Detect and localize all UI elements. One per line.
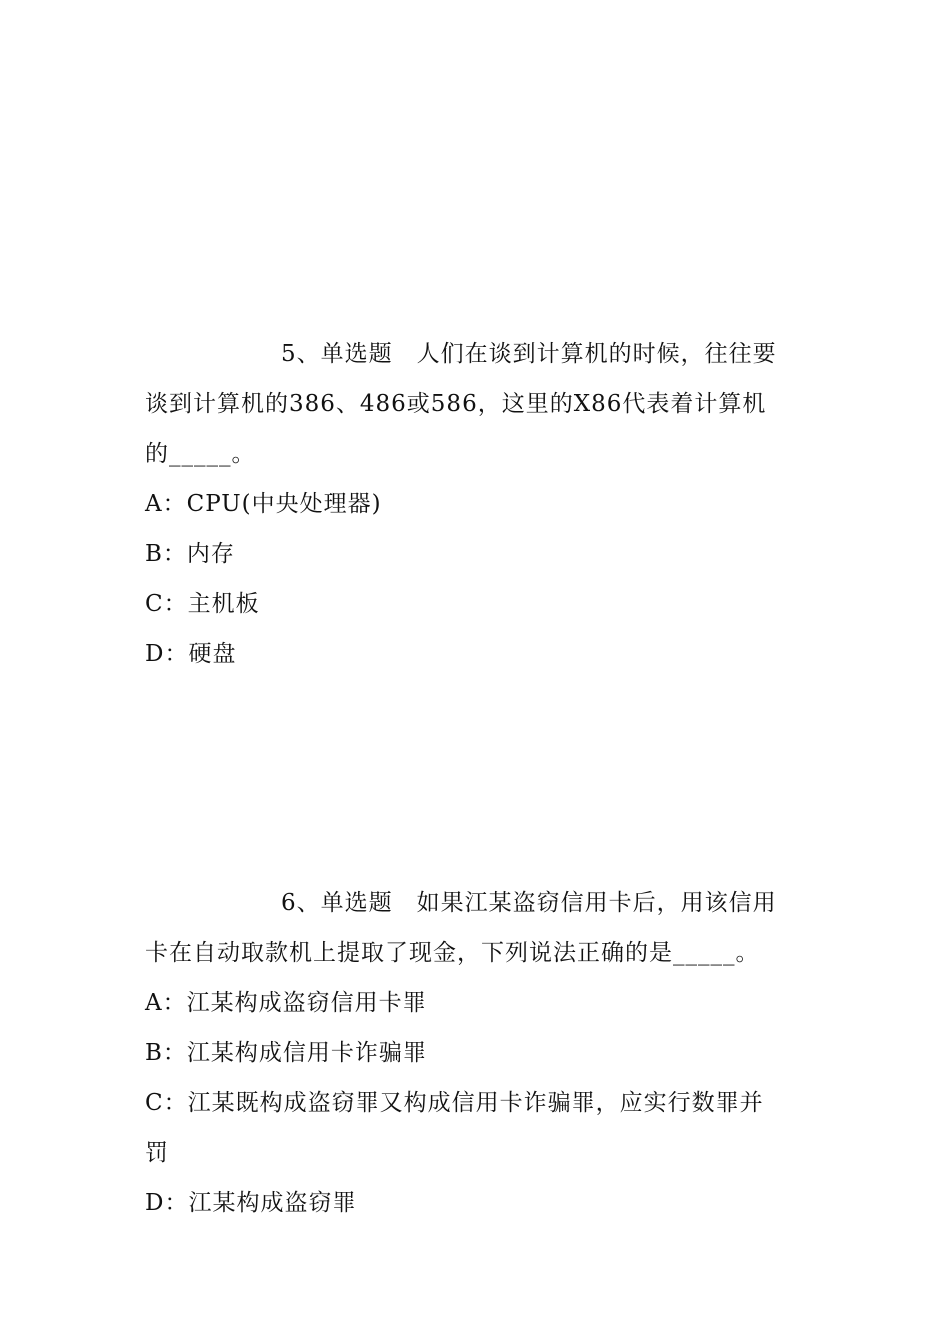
question-stem-first-line [145,878,807,928]
option-a: A：CPU(中央处理器) [145,491,382,517]
question-number-type: 6、单选题 [281,890,393,916]
option-c: C：主机板 [145,591,260,617]
option-d: D：江某构成盗窃罪 [145,1190,357,1216]
question-5 [145,329,807,679]
option-c-continued: 罚 [145,1140,169,1166]
question-stem-text: 人们在谈到计算机的时候，往往要 [416,341,777,367]
option-b: B：江某构成信用卡诈骗罪 [145,1040,427,1066]
question-number-type: 5、单选题 [281,341,393,367]
option-a: A：江某构成盗窃信用卡罪 [145,990,427,1016]
question-stem-line: 的_____。 [145,441,256,467]
question-stem-line: 卡在自动取款机上提取了现金，下列说法正确的是_____。 [145,940,760,966]
question-6 [145,878,807,1228]
option-d: D：硬盘 [145,641,237,667]
question-stem-first-line [145,329,807,379]
question-stem-text: 如果江某盗窃信用卡后，用该信用 [416,890,777,916]
question-stem-line: 谈到计算机的386、486或586，这里的X86代表着计算机 [145,391,767,417]
option-c: C：江某既构成盗窃罪又构成信用卡诈骗罪，应实行数罪并 [145,1090,764,1116]
option-b: B：内存 [145,541,235,567]
